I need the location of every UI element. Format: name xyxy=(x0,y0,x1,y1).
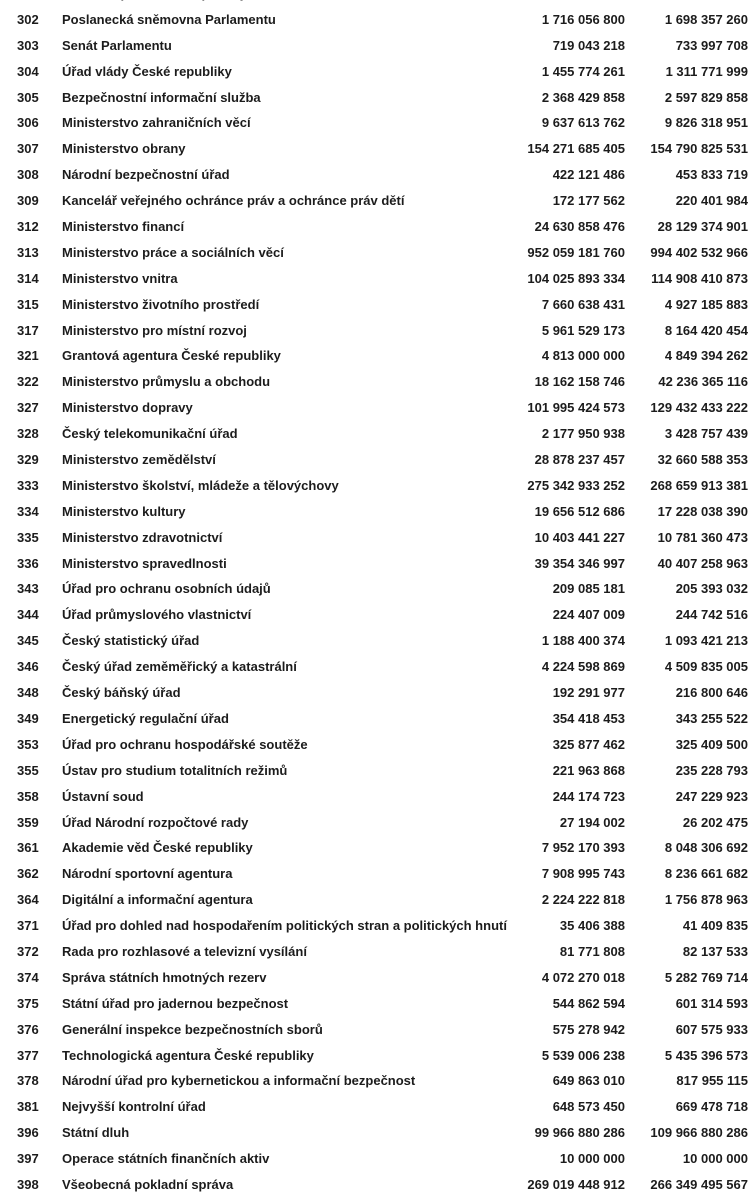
amount-col2-cell: 4 509 835 005 xyxy=(664,659,748,675)
amount-col2-cell: 216 800 646 xyxy=(675,685,748,701)
table-row xyxy=(0,861,750,887)
amount-col1-cell: 7 952 170 393 xyxy=(541,840,625,856)
table-row xyxy=(0,266,750,292)
table-row xyxy=(0,343,750,369)
chapter-number-cell: 309 xyxy=(17,193,39,209)
table-row xyxy=(0,292,750,318)
table-row xyxy=(0,110,750,136)
amount-col1-cell: 99 966 880 286 xyxy=(534,1125,625,1141)
chapter-number-cell: 306 xyxy=(17,115,39,131)
chapter-number-cell: 317 xyxy=(17,322,39,338)
chapter-name-cell: Národní úřad pro kybernetickou a informační bezpečnost xyxy=(62,1073,416,1089)
table-row xyxy=(0,576,750,602)
amount-col1-cell: 192 291 977 xyxy=(552,685,625,701)
amount-col1-cell: 4 813 000 000 xyxy=(541,348,625,364)
chapter-number-cell: 329 xyxy=(17,452,39,468)
amount-col2-cell: 220 401 984 xyxy=(675,193,748,209)
table-row xyxy=(0,85,750,111)
chapter-name-cell: Ministerstvo financí xyxy=(62,219,185,235)
amount-col2-cell: 343 255 522 xyxy=(675,710,748,726)
chapter-number-cell: 327 xyxy=(17,400,39,416)
table-row xyxy=(0,1120,750,1146)
chapter-name-cell: Rada pro rozhlasové a televizní vysílání xyxy=(62,943,307,959)
table-row xyxy=(0,965,750,991)
amount-col1-cell: 209 085 181 xyxy=(552,581,625,597)
table-row xyxy=(0,758,750,784)
amount-col2-cell: 247 229 923 xyxy=(675,788,748,804)
amount-col1-cell: 354 418 453 xyxy=(552,710,625,726)
chapter-name-cell: Senát Parlamentu xyxy=(62,37,172,53)
amount-col2-cell: 41 409 835 xyxy=(682,918,748,934)
chapter-number-cell: 355 xyxy=(17,762,39,778)
chapter-name-cell: Národní bezpečnostní úřad xyxy=(62,167,230,183)
table-row xyxy=(0,939,750,965)
table-row xyxy=(0,214,750,240)
chapter-number-cell: 308 xyxy=(17,167,39,183)
amount-col1-cell: 244 174 723 xyxy=(552,788,625,804)
chapter-name-cell: Státní dluh xyxy=(62,1125,130,1141)
chapter-name-cell: Ministerstvo zahraničních věcí xyxy=(62,115,251,131)
chapter-name-cell: Nejvyšší kontrolní úřad xyxy=(62,1099,206,1115)
chapter-number-cell: 334 xyxy=(17,503,39,519)
chapter-number-cell: 315 xyxy=(17,296,39,312)
chapter-name-cell: Český statistický úřad xyxy=(62,633,200,649)
table-row xyxy=(0,318,750,344)
amount-col1-cell: 10 000 000 xyxy=(559,1151,625,1167)
amount-col1-cell: 5 961 529 173 xyxy=(541,322,625,338)
amount-col2-cell: 235 228 793 xyxy=(675,762,748,778)
chapter-name-cell: Bezpečnostní informační služba xyxy=(62,89,261,105)
chapter-name-cell: Státní úřad pro jadernou bezpečnost xyxy=(62,995,289,1011)
chapter-number-cell: 362 xyxy=(17,866,39,882)
chapter-number-cell: 346 xyxy=(17,659,39,675)
chapter-name-cell: Úřad pro ochranu hospodářské soutěže xyxy=(62,736,308,752)
table-row xyxy=(0,525,750,551)
chapter-number-cell: 302 xyxy=(17,11,39,27)
table-row xyxy=(0,188,750,214)
chapter-number-cell: 374 xyxy=(17,969,39,985)
chapter-number-cell: 345 xyxy=(17,633,39,649)
amount-col2-cell: 129 432 433 222 xyxy=(650,400,748,416)
amount-col1-cell: 952 059 181 760 xyxy=(527,244,625,260)
table-row xyxy=(0,395,750,421)
amount-col2-cell: 28 129 374 901 xyxy=(657,219,748,235)
amount-col1-cell: 544 862 594 xyxy=(552,995,625,1011)
amount-col1-cell: 1 716 056 800 xyxy=(541,11,625,27)
table-row xyxy=(0,887,750,913)
amount-col2-cell xyxy=(625,0,750,7)
table-row xyxy=(0,473,750,499)
chapter-name-cell: Ministerstvo pro místní rozvoj xyxy=(62,322,247,338)
chapter-name-cell: Grantová agentura České republiky xyxy=(62,348,281,364)
chapter-number-cell: 371 xyxy=(17,918,39,934)
chapter-name-cell: Kancelář veřejného ochránce práv a ochránce práv dětí xyxy=(62,193,405,209)
amount-col2-cell: 42 236 365 116 xyxy=(658,374,748,390)
amount-col2-cell: 8 048 306 692 xyxy=(664,840,748,856)
amount-col1-cell: 422 121 486 xyxy=(552,167,625,183)
amount-col1-cell: 575 278 942 xyxy=(552,1021,625,1037)
amount-col1-cell xyxy=(455,0,625,7)
amount-col2-cell: 17 228 038 390 xyxy=(657,503,748,519)
amount-col1-cell: 2 368 429 858 xyxy=(541,89,625,105)
chapter-number-cell: 376 xyxy=(17,1021,39,1037)
chapter-number-cell: 321 xyxy=(17,348,39,364)
chapter-name-cell: Ministerstvo školství, mládeže a tělovýchovy xyxy=(62,477,339,493)
amount-col1-cell: 1 455 774 261 xyxy=(541,63,625,79)
chapter-name-cell: Akademie věd České republiky xyxy=(62,840,253,856)
chapter-name-cell: Národní sportovní agentura xyxy=(62,866,233,882)
table-row xyxy=(0,991,750,1017)
amount-col2-cell: 2 597 829 858 xyxy=(664,89,748,105)
chapter-name-cell: Všeobecná pokladní správa xyxy=(62,1176,234,1192)
amount-col2-cell: 733 997 708 xyxy=(675,37,748,53)
chapter-name-cell: Český telekomunikační úřad xyxy=(62,426,238,442)
amount-col1-cell: 35 406 388 xyxy=(559,918,625,934)
amount-col2-cell: 4 927 185 883 xyxy=(664,296,748,312)
table-row xyxy=(0,162,750,188)
amount-col1-cell: 224 407 009 xyxy=(552,607,625,623)
amount-col1-cell: 104 025 893 334 xyxy=(527,270,625,286)
table-row xyxy=(0,1043,750,1069)
amount-col2-cell: 10 000 000 xyxy=(682,1151,748,1167)
chapter-name-cell: Generální inspekce bezpečnostních sborů xyxy=(62,1021,323,1037)
amount-col1-cell: 275 342 933 252 xyxy=(527,477,625,493)
amount-col1-cell: 269 019 448 912 xyxy=(527,1176,625,1192)
amount-col2-cell: 453 833 719 xyxy=(675,167,748,183)
amount-col1-cell: 27 194 002 xyxy=(559,814,625,830)
amount-col1-cell: 10 403 441 227 xyxy=(534,529,625,545)
chapter-name-cell: Úřad pro dohled nad hospodařením politických stran a politických hnutí xyxy=(62,918,507,934)
chapter-name-cell: Ministerstvo zemědělství xyxy=(62,452,216,468)
chapter-name-cell: Úřad vlády České republiky xyxy=(62,63,232,79)
amount-col1-cell: 7 908 995 743 xyxy=(541,866,625,882)
chapter-name-cell: Český úřad zeměměřický a katastrální xyxy=(62,659,297,675)
chapter-number-cell: 375 xyxy=(17,995,39,1011)
amount-col1-cell: 4 224 598 869 xyxy=(541,659,625,675)
amount-col2-cell: 1 756 878 963 xyxy=(664,892,748,908)
amount-col1-cell: 325 877 462 xyxy=(552,736,625,752)
amount-col1-cell: 648 573 450 xyxy=(552,1099,625,1115)
chapter-number-cell: 333 xyxy=(17,477,39,493)
amount-col1-cell: 19 656 512 686 xyxy=(534,503,625,519)
amount-col2-cell: 8 236 661 682 xyxy=(664,866,748,882)
amount-col2-cell: 40 407 258 963 xyxy=(657,555,748,571)
table-row xyxy=(0,1146,750,1172)
chapter-name-cell: Ústavní soud xyxy=(62,788,144,804)
amount-col1-cell: 39 354 346 997 xyxy=(534,555,625,571)
chapter-number-cell: 361 xyxy=(17,840,39,856)
chapter-number-cell: 364 xyxy=(17,892,39,908)
chapter-name-cell: Operace státních finančních aktiv xyxy=(62,1151,270,1167)
amount-col1-cell: 719 043 218 xyxy=(552,37,625,53)
chapter-name-cell: Ministerstvo spravedlnosti xyxy=(62,555,227,571)
chapter-number-cell: 304 xyxy=(17,63,39,79)
chapter-number-cell: 344 xyxy=(17,607,39,623)
amount-col1-cell: 24 630 858 476 xyxy=(534,219,625,235)
chapter-number-cell: 305 xyxy=(17,89,39,105)
amount-col2-cell: 3 428 757 439 xyxy=(664,426,748,442)
amount-col2-cell: 266 349 495 567 xyxy=(650,1176,748,1192)
chapter-name-cell: Český báňský úřad xyxy=(62,685,181,701)
table-row xyxy=(0,240,750,266)
amount-col1-cell: 172 177 562 xyxy=(552,193,625,209)
table-row xyxy=(0,59,750,85)
chapter-number-cell: 335 xyxy=(17,529,39,545)
chapter-number-cell: 336 xyxy=(17,555,39,571)
chapter-name-cell xyxy=(62,0,455,7)
table-row xyxy=(0,680,750,706)
chapter-name-cell: Energetický regulační úřad xyxy=(62,710,229,726)
amount-col1-cell: 101 995 424 573 xyxy=(527,400,625,416)
table-row xyxy=(0,654,750,680)
chapter-number-cell: 313 xyxy=(17,244,39,260)
amount-col2-cell: 607 575 933 xyxy=(675,1021,748,1037)
chapter-number-cell: 312 xyxy=(17,219,39,235)
table-row xyxy=(0,369,750,395)
amount-col1-cell: 221 963 868 xyxy=(552,762,625,778)
amount-col2-cell: 109 966 880 286 xyxy=(650,1125,748,1141)
amount-col2-cell: 669 478 718 xyxy=(675,1099,748,1115)
table-row-partial xyxy=(0,0,750,7)
table-row xyxy=(0,810,750,836)
amount-col2-cell: 325 409 500 xyxy=(675,736,748,752)
chapter-number-cell: 398 xyxy=(17,1176,39,1192)
chapter-name-cell: Úřad pro ochranu osobních údajů xyxy=(62,581,271,597)
table-row xyxy=(0,33,750,59)
amount-col2-cell: 205 393 032 xyxy=(675,581,748,597)
table-row xyxy=(0,421,750,447)
chapter-number-cell: 372 xyxy=(17,943,39,959)
chapter-number-cell: 396 xyxy=(17,1125,39,1141)
amount-col1-cell: 9 637 613 762 xyxy=(541,115,625,131)
table-row xyxy=(0,913,750,939)
chapter-name-cell: Poslanecká sněmovna Parlamentu xyxy=(62,11,276,27)
amount-col2-cell: 5 282 769 714 xyxy=(664,969,748,985)
chapter-name-cell: Ministerstvo životního prostředí xyxy=(62,296,260,312)
chapter-name-cell: Úřad Národní rozpočtové rady xyxy=(62,814,249,830)
table-row xyxy=(0,551,750,577)
chapter-name-cell: Ministerstvo kultury xyxy=(62,503,186,519)
chapter-number-cell: 348 xyxy=(17,685,39,701)
amount-col1-cell: 5 539 006 238 xyxy=(541,1047,625,1063)
table-row xyxy=(0,1017,750,1043)
table-row xyxy=(0,7,750,33)
chapter-number-cell: 343 xyxy=(17,581,39,597)
amount-col2-cell: 268 659 913 381 xyxy=(650,477,748,493)
chapter-name-cell: Správa státních hmotných rezerv xyxy=(62,969,267,985)
amount-col2-cell: 10 781 360 473 xyxy=(657,529,748,545)
amount-col1-cell: 154 271 685 405 xyxy=(527,141,625,157)
chapter-name-cell: Ministerstvo obrany xyxy=(62,141,186,157)
table-row xyxy=(0,784,750,810)
amount-col2-cell: 32 660 588 353 xyxy=(657,452,748,468)
table-row xyxy=(0,602,750,628)
chapter-number-cell: 322 xyxy=(17,374,39,390)
amount-col2-cell: 114 908 410 873 xyxy=(651,270,748,286)
chapter-number-cell: 349 xyxy=(17,710,39,726)
chapter-name-cell: Ministerstvo dopravy xyxy=(62,400,193,416)
amount-col2-cell: 5 435 396 573 xyxy=(664,1047,748,1063)
amount-col1-cell: 1 188 400 374 xyxy=(541,633,625,649)
amount-col2-cell: 601 314 593 xyxy=(675,995,748,1011)
chapter-number-cell: 397 xyxy=(17,1151,39,1167)
amount-col2-cell: 82 137 533 xyxy=(682,943,748,959)
amount-col1-cell: 18 162 158 746 xyxy=(534,374,625,390)
table-row xyxy=(0,628,750,654)
amount-col2-cell: 994 402 532 966 xyxy=(650,244,748,260)
amount-col1-cell: 4 072 270 018 xyxy=(541,969,625,985)
amount-col2-cell: 1 311 771 999 xyxy=(665,63,748,79)
amount-col2-cell: 4 849 394 262 xyxy=(664,348,748,364)
amount-col1-cell: 81 771 808 xyxy=(559,943,625,959)
chapter-number-cell: 314 xyxy=(17,270,39,286)
chapter-name-cell: Ústav pro studium totalitních režimů xyxy=(62,762,288,778)
chapter-number-cell xyxy=(0,0,62,7)
table-row xyxy=(0,732,750,758)
table-row xyxy=(0,835,750,861)
chapter-number-cell: 378 xyxy=(17,1073,39,1089)
table-row xyxy=(0,447,750,473)
table-row xyxy=(0,1172,750,1198)
table-row xyxy=(0,136,750,162)
amount-col1-cell: 2 224 222 818 xyxy=(541,892,625,908)
chapter-name-cell: Úřad průmyslového vlastnictví xyxy=(62,607,252,623)
chapter-name-cell: Ministerstvo průmyslu a obchodu xyxy=(62,374,271,390)
amount-col2-cell: 154 790 825 531 xyxy=(650,141,748,157)
table-row xyxy=(0,706,750,732)
amount-col2-cell: 9 826 318 951 xyxy=(664,115,748,131)
amount-col2-cell: 817 955 115 xyxy=(676,1073,748,1089)
chapter-number-cell: 303 xyxy=(17,37,39,53)
amount-col2-cell: 244 742 516 xyxy=(675,607,748,623)
chapter-name-cell: Ministerstvo práce a sociálních věcí xyxy=(62,244,284,260)
chapter-number-cell: 381 xyxy=(17,1099,39,1115)
amount-col1-cell: 649 863 010 xyxy=(552,1073,625,1089)
chapter-number-cell: 377 xyxy=(17,1047,39,1063)
table-row xyxy=(0,499,750,525)
amount-col1-cell: 7 660 638 431 xyxy=(541,296,625,312)
table-row xyxy=(0,1094,750,1120)
amount-col1-cell: 2 177 950 938 xyxy=(541,426,625,442)
chapter-name-cell: Technologická agentura České republiky xyxy=(62,1047,314,1063)
chapter-name-cell: Digitální a informační agentura xyxy=(62,892,253,908)
chapter-number-cell: 307 xyxy=(17,141,39,157)
amount-col2-cell: 26 202 475 xyxy=(682,814,748,830)
chapter-name-cell: Ministerstvo zdravotnictví xyxy=(62,529,223,545)
chapter-name-cell: Ministerstvo vnitra xyxy=(62,270,178,286)
chapter-number-cell: 358 xyxy=(17,788,39,804)
chapter-number-cell: 359 xyxy=(17,814,39,830)
amount-col2-cell: 1 093 421 213 xyxy=(664,633,748,649)
amount-col1-cell: 28 878 237 457 xyxy=(534,452,625,468)
table-row xyxy=(0,1068,750,1094)
chapter-number-cell: 353 xyxy=(17,736,39,752)
amount-col2-cell: 1 698 357 260 xyxy=(664,11,748,27)
chapter-number-cell: 328 xyxy=(17,426,39,442)
amount-col2-cell: 8 164 420 454 xyxy=(664,322,748,338)
